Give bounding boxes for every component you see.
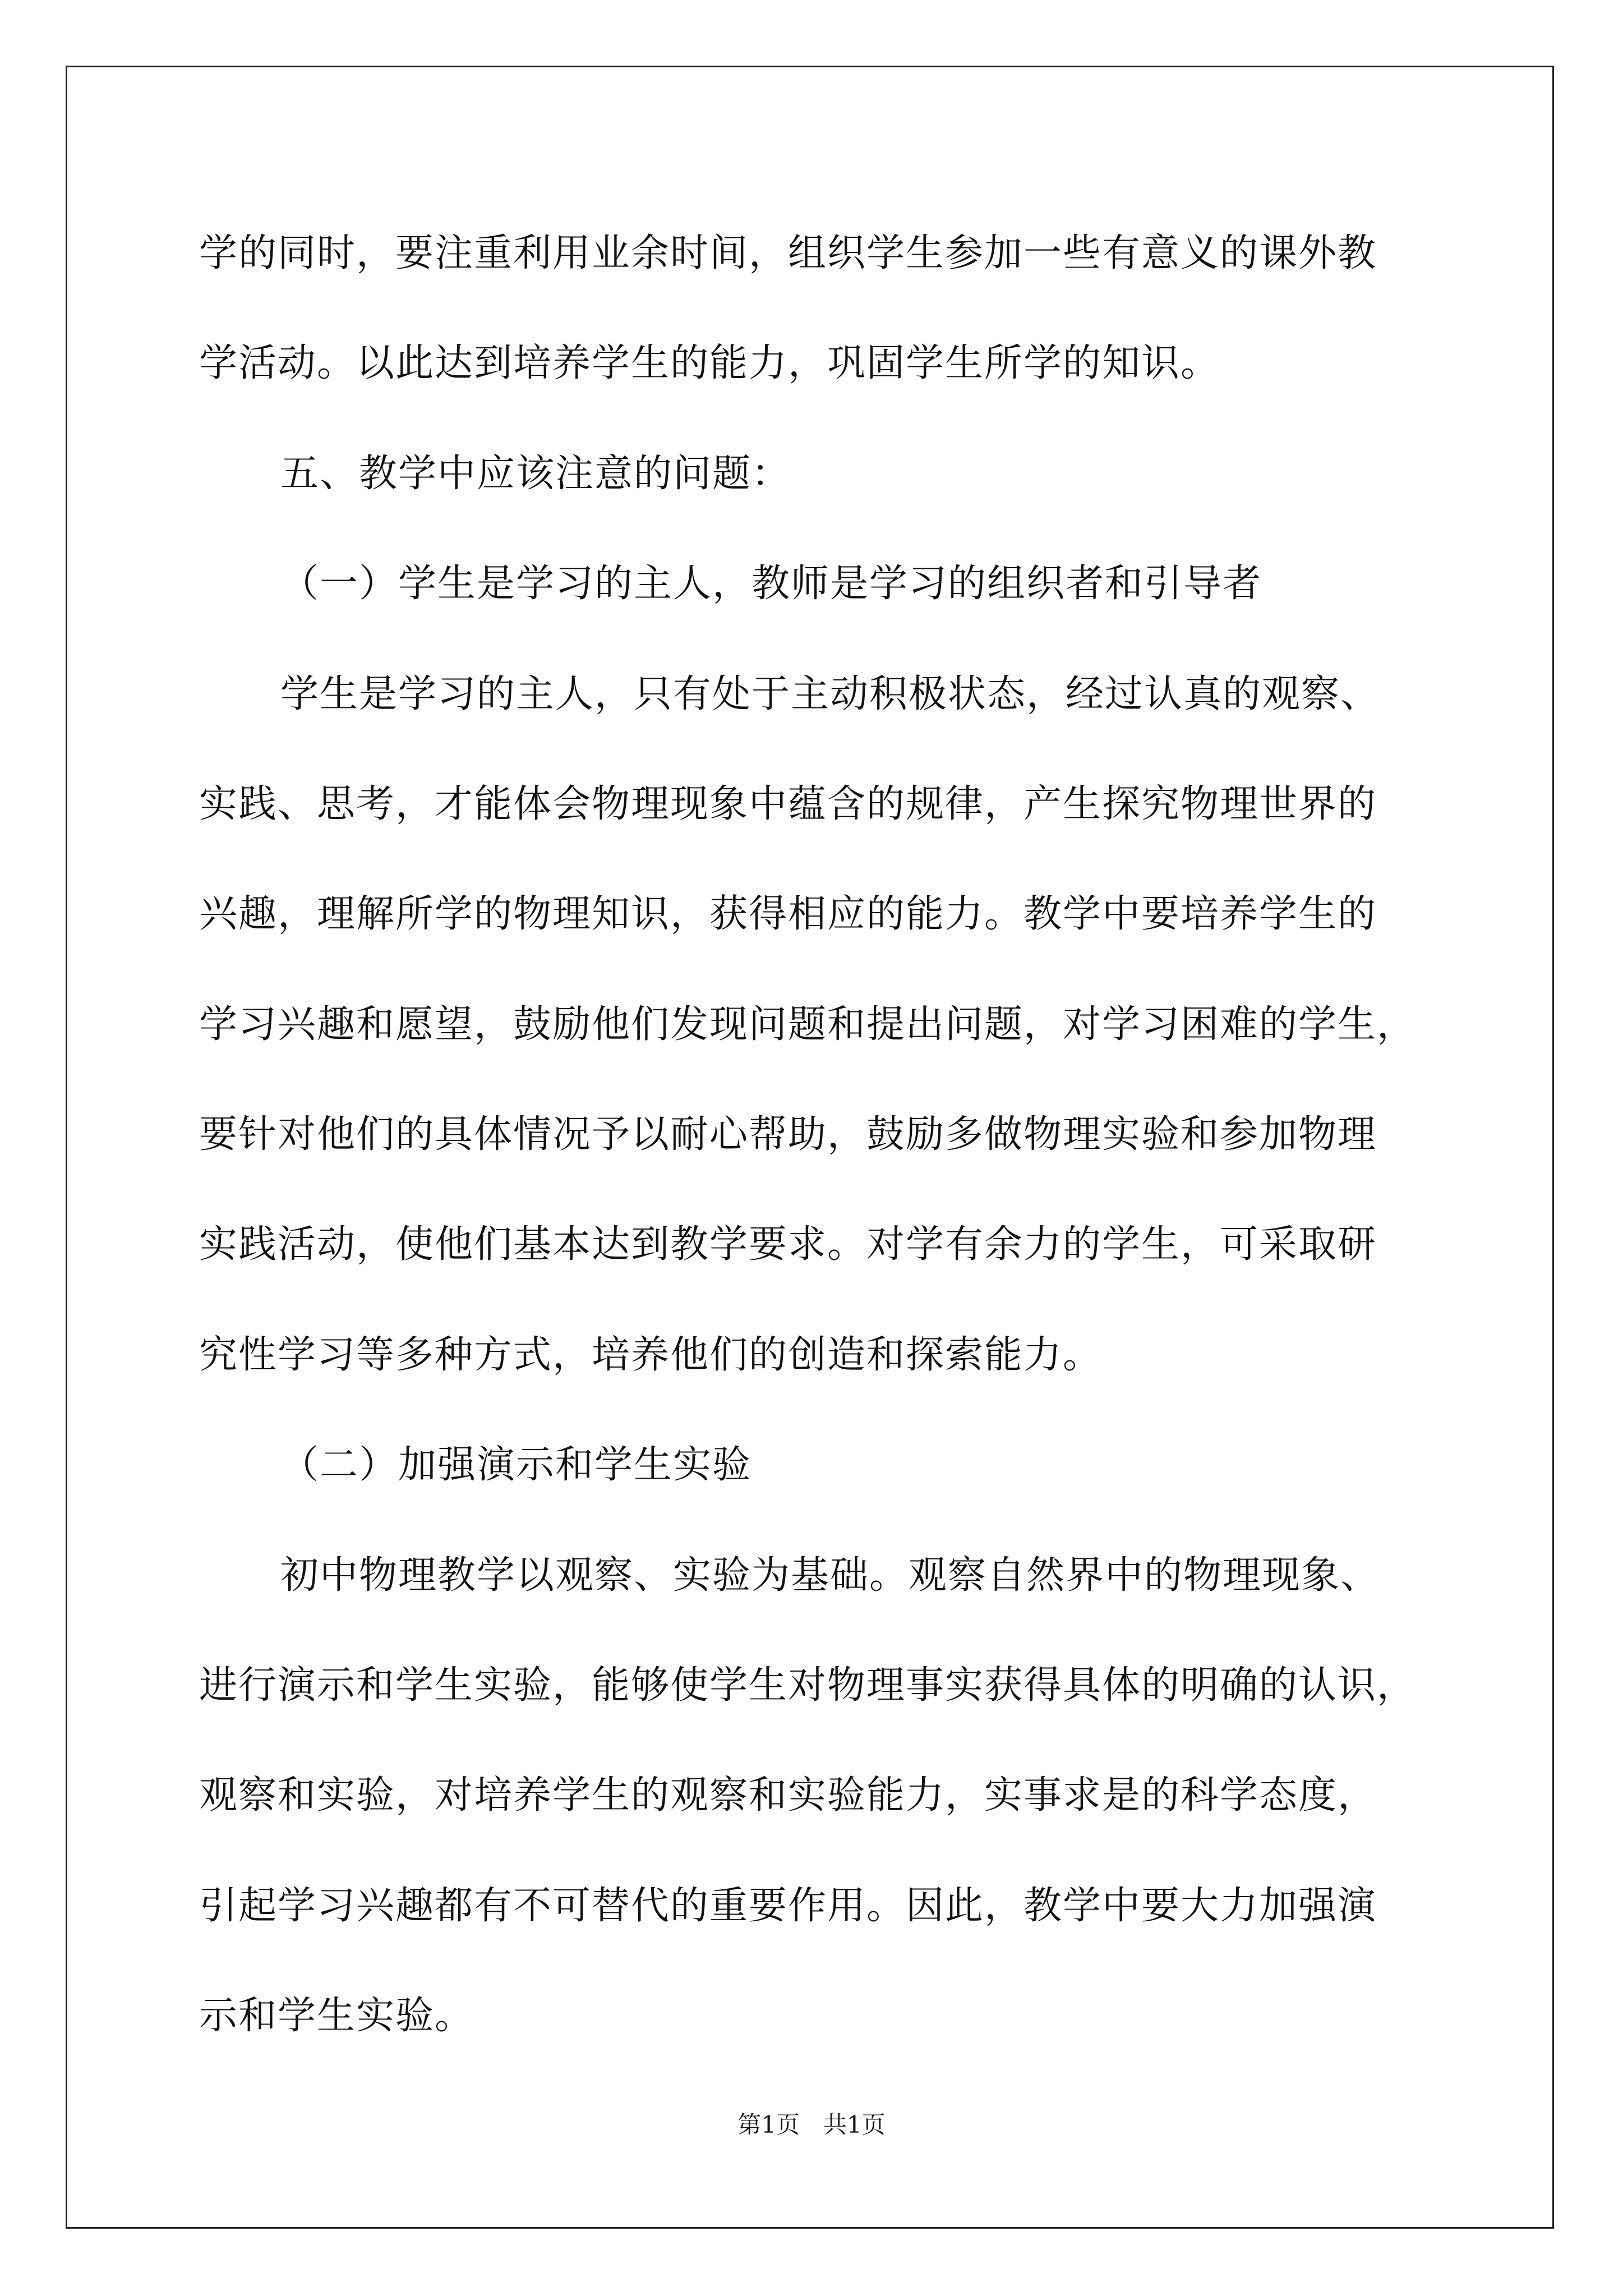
paragraph-line: 初中物理教学以观察、实验为基础。观察自然界中的物理现象、 (280, 1553, 1380, 1598)
paragraph-line: 观察和实验，对培养学生的观察和实验能力，实事求是的科学态度， (199, 1773, 1377, 1818)
subsection-heading: （二）加强演示和学生实验 (280, 1443, 752, 1487)
paragraph-line: 实践、思考，才能体会物理现象中蕴含的规律，产生探究物理世界的 (199, 782, 1377, 826)
paragraph-line: 兴趣，理解所学的物理知识，获得相应的能力。教学中要培养学生的 (199, 892, 1377, 936)
paragraph-line: 引起学习兴趣都有不可替代的重要作用。因此，教学中要大力加强演 (199, 1884, 1377, 1928)
paragraph-line: 要针对他们的具体情况予以耐心帮助，鼓励多做物理实验和参加物理 (199, 1112, 1377, 1157)
paragraph-line: 进行演示和学生实验，能够使学生对物理事实获得具体的明确的认识， (199, 1663, 1417, 1708)
paragraph-line: 学活动。以此达到培养学生的能力，巩固学生所学的知识。 (199, 341, 1220, 385)
paragraph-line: 示和学生实验。 (199, 1994, 474, 2038)
section-heading: 五、教学中应该注意的问题： (280, 452, 791, 496)
subsection-heading: （一）学生是学习的主人，教师是学习的组织者和引导者 (280, 562, 1262, 606)
paragraph-line: 实践活动，使他们基本达到教学要求。对学有余力的学生，可采取研 (199, 1222, 1377, 1267)
page-footer: 第1页 共1页 (737, 2111, 886, 2138)
paragraph-line: 究性学习等多种方式，培养他们的创造和探索能力。 (199, 1333, 1103, 1377)
paragraph-line: 学习兴趣和愿望，鼓励他们发现问题和提出问题，对学习困难的学生， (199, 1002, 1417, 1047)
paragraph-line: 学的同时，要注重利用业余时间，组织学生参加一些有意义的课外教 (199, 231, 1377, 275)
paragraph-line: 学生是学习的主人，只有处于主动积极状态，经过认真的观察、 (280, 672, 1380, 716)
